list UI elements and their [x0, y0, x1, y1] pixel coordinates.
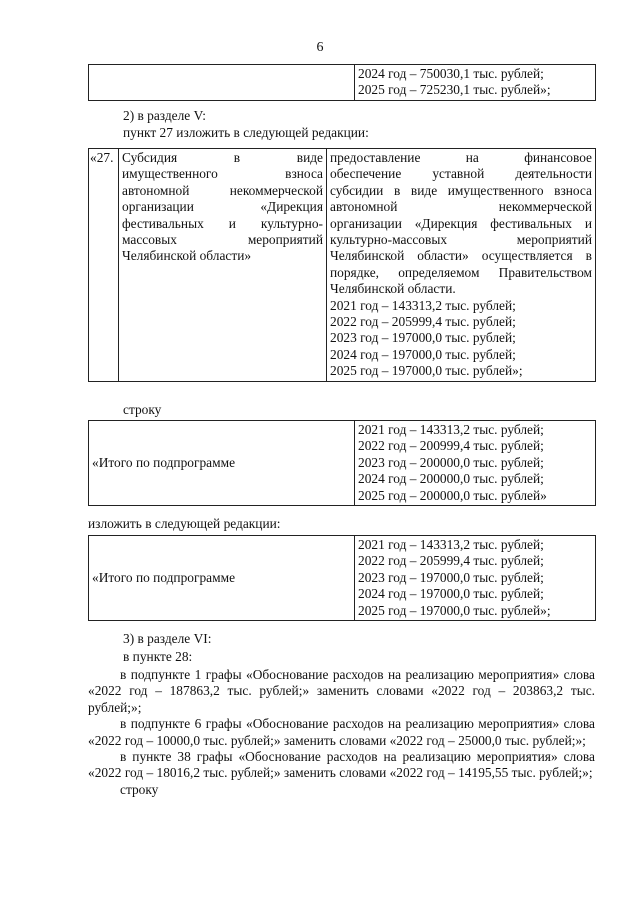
- point-28-label: в пункте 28:: [123, 649, 193, 664]
- desc-line: порядке, определяемом Правительством: [330, 264, 592, 280]
- desc-line: Челябинской области.: [330, 281, 456, 297]
- name-line: массовых мероприятий: [122, 232, 323, 248]
- name-line: имущественного взноса: [122, 166, 323, 182]
- closing-label: строку: [120, 781, 159, 797]
- section-v-instruction: пункт 27 изложить в следующей редакции:: [123, 125, 369, 140]
- desc-line: обеспечение уставной деятельности: [330, 166, 592, 182]
- desc-line: организации «Дирекция фестивальных и: [330, 215, 592, 231]
- top-table: [88, 64, 596, 101]
- top-table-amounts-cell: [355, 65, 596, 101]
- replace-label: изложить в следующей редакции:: [88, 516, 281, 531]
- old-total-amounts-cell: [355, 421, 596, 506]
- page-number: 6: [316, 40, 324, 55]
- name-line: автономной некоммерческой: [122, 182, 323, 198]
- desc-line: субсидии в виде имущественного взноса: [330, 182, 592, 198]
- name-line: фестивальных и культурно-: [122, 215, 323, 231]
- amount-line: 2022 год – 205999,4 тыс. рублей;: [358, 553, 544, 569]
- new-total-label-cell: [89, 536, 355, 621]
- amount-line: 2023 год – 200000,0 тыс. рублей;: [358, 454, 544, 470]
- amount-line: 2023 год – 197000,0 тыс. рублей;: [330, 330, 516, 346]
- desc-line: предоставление на финансовое: [330, 150, 592, 165]
- amendment-paragraph: в подпункте 1 графы «Обоснование расходов на реализацию мероприятия» слова «2022 год – 187863,2 тыс. рублей;» заменить словами «2022 год – 203863,2 тыс. рублей;»;: [88, 667, 595, 715]
- new-total-label: «Итого по подпрограмме: [92, 569, 236, 585]
- amount-line: 2024 год – 197000,0 тыс. рублей;: [358, 586, 544, 602]
- desc-line: автономной некоммерческой: [330, 199, 592, 215]
- name-line: организации «Дирекция: [122, 199, 323, 215]
- amendment-paragraph: в пункте 38 графы «Обоснование расходов на реализацию мероприятия» слова «2022 год – 18016,2 тыс. рублей;» заменить словами «2022 год – 14195,55 тыс. рублей;»;: [88, 749, 595, 781]
- desc-line: культурно-массовых мероприятий: [330, 232, 592, 248]
- old-total-label: «Итого по подпрограмме: [92, 454, 236, 470]
- section-vi-heading: 3) в разделе VI:: [123, 631, 212, 646]
- desc-line: Челябинской области» осуществляется в: [330, 248, 592, 264]
- amount-line: 2021 год – 143313,2 тыс. рублей;: [358, 422, 544, 437]
- new-total-amounts-cell: [355, 536, 596, 621]
- top-table-empty-cell: [89, 65, 355, 101]
- amount-line: 2025 год – 197000,0 тыс. рублей»;: [358, 602, 551, 618]
- amount-line: 2025 год – 725230,1 тыс. рублей»;: [358, 82, 551, 98]
- amount-line: 2021 год – 143313,2 тыс. рублей;: [330, 297, 516, 313]
- amount-line: 2024 год – 200000,0 тыс. рублей;: [358, 471, 544, 487]
- old-total-label-cell: [89, 421, 355, 506]
- section-v-heading: 2) в разделе V:: [123, 108, 206, 123]
- name-line: Челябинской области»: [122, 248, 252, 264]
- item27-number: «27.: [90, 150, 114, 165]
- amount-line: 2025 год – 200000,0 тыс. рублей»: [358, 487, 547, 503]
- item27-name-cell: [119, 149, 327, 382]
- amount-line: 2024 год – 750030,1 тыс. рублей;: [358, 66, 544, 81]
- item27-table: [88, 148, 596, 382]
- old-total-table: [88, 420, 596, 506]
- amount-line: 2025 год – 197000,0 тыс. рублей»;: [330, 363, 523, 379]
- name-line: Субсидия в виде: [122, 150, 323, 165]
- amendment-paragraph: в подпункте 6 графы «Обоснование расходов на реализацию мероприятия» слова «2022 год – 10000,0 тыс. рублей;» заменить словами «2022 год – 25000,0 тыс. рублей;»;: [88, 716, 595, 748]
- row-label: строку: [123, 402, 162, 417]
- item27-description-cell: [327, 149, 596, 382]
- section-vi-body: [88, 667, 595, 798]
- amount-line: 2023 год – 197000,0 тыс. рублей;: [358, 569, 544, 585]
- amount-line: 2024 год – 197000,0 тыс. рублей;: [330, 346, 516, 362]
- amount-line: 2022 год – 205999,4 тыс. рублей;: [330, 314, 516, 330]
- amount-line: 2021 год – 143313,2 тыс. рублей;: [358, 537, 544, 552]
- new-total-table: [88, 535, 596, 621]
- amount-line: 2022 год – 200999,4 тыс. рублей;: [358, 438, 544, 454]
- item27-number-cell: [89, 149, 119, 382]
